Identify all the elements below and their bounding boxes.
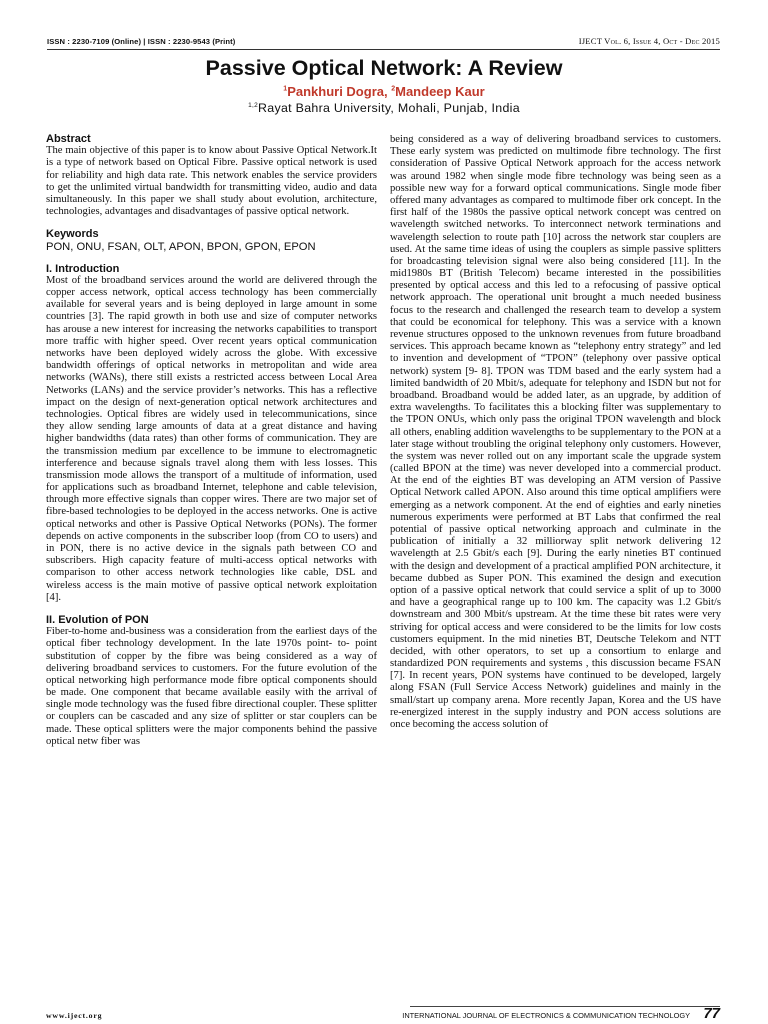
affiliation-superscript: 1,2: [248, 101, 259, 109]
author1-superscript: 1: [283, 85, 288, 93]
paper-title: Passive Optical Network: A Review: [205, 56, 563, 80]
abstract-heading: Abstract: [46, 133, 91, 145]
spacer: [46, 253, 377, 263]
keywords-heading: Keywords: [46, 228, 99, 241]
page-number: 77: [703, 1005, 720, 1022]
evolution-text-left: Fiber-to-home and-business was a consideration from the earliest days of the optical fiber technology development. In the late 1970s point- to- point substitution of copper by the fibre was being considered as a way of delivering broadband services to customers. For the future evolution of the optical networking high performance mode fibre optical components should be made. One component that became available easily with the arrival of single mode technology was the fused fibre directional coupler. These splitter or couplers can be cascaded and any size of splitter or star couplers can be made. These optical splitters were the major components behind the passive optical netw fiber was: [46, 626, 377, 747]
introduction-text: Most of the broadband services around the world are delivered through the copper access network, optical access technology has been commercially available for several years and is being deployed in large amount in some countries [3]. The rapid growth in both use and size of computer networks has arouse a new interest for increasing the networks capabilities to transport more traffic with higher speed. Over recent years optical communication networks have been deployed widely across the globe. With excessive bandwidth offerings of optical networks in metropolitan and wide area networks (WANs), there still exists a restricted access between Local Area Networks (LANs) and the service provider’s networks. This has a reflective impact on the design of next-generation optical network architectures and technologies. Optical fibres are widely used in telecommunications, since they allow sending large amounts of data at a great distance and having higher bandwidths (data rates) than other forms of communication. They are the transmission medium par excellence to be immune to electromagnetic interference and because signals travel along them with less losses. This transmission mode allows the transport of a multitude of information, used for applications such as broadband Internet, telephone and cable television, through more effective signals than copper wires. There are two major set of fibre-based technologies to be deployed in the access networks. One is active optical networks and other is Passive Optical Networks (PONs). The former depends on active components in the subscriber loop (from CO to users) and in PON, there is no active device in the signals path between CO and subscribers. High capacity feature of multi-access optical networks with comparison to other access network technologies like cable, DSL and wireless access is the main motive of passive optical network exploitation [4].: [46, 274, 377, 603]
introduction-heading: I. Introduction: [46, 262, 120, 275]
paper-affiliation: [0, 101, 768, 115]
author2-name: Mandeep Kaur: [395, 84, 485, 99]
abstract-text: The main objective of this paper is to know about Passive Optical Network.It is a type of network based on Optical Fibre. Passive optical network is used for reliability and high data rate. This network enables the service providers to get the unlimited virtual bandwidth for transmitting video, audio and data simultaneously. In this paper we shall study about evolution, architecture, technologies, advantages and disadvantages of passive optical network.: [46, 145, 377, 218]
footer-divider: [410, 1006, 720, 1007]
footer-journal-name: INTERNATIONAL JOURNAL OF ELECTRONICS & COMMUNICATION TECHNOLOGY: [402, 1011, 690, 1020]
paper-authors: [0, 84, 768, 99]
journal-volume: IJECT Vol. 6, Issue 4, Oct - Dec 2015: [578, 36, 720, 46]
spacer: [46, 218, 377, 228]
evolution-text-right: being considered as a way of delivering broadband services to customers. These early system was predicted on multimode fibre technology. The first consideration of Passive Optical Network approach for the access network was around 1982 when single mode fibre technology was being seen as a possible new way for a forward optical communications. Single mode fiber offered many advantages as compared to multimode fiber ork concept. In the first half of the 1980s the passive optical network concept was centred on wavelength switched networks. To interconnect network terminations and wavelength selection to route path [10] across the network star couplers are used. At the same time ideas of using the couplers as simple passive splitters for broadcasting television signal were also being considered [11]. In the mid1980s BT (British Telecom) became interested in the possibilities presented by optical access and this led to a refocusing of passive optical network approach. The operational unit brought a much needed business focus to the research and challenged the research team to develop a system that could be economical for telephony. This was a service with a known revenue structures opposed to the unknown revenues from future broadband services. This approach became known as “telephony entry strategy” and led to invention and development of “TPON” (telephony over passive optical network) system [9- 8]. TPON was TDM based and the early system had a limited bandwidth of 20 Mbit/s, adequate for telephony and ISDN but not for broadband. Broadband would be added later, as an upgrade, by addition of extra wavelengths. To facilitates this a blocking filter was supplementary to the TPON ONUs, which only pass the original TPON wavelength and block all others, enabling addition wavelengths to be supplementary to the PON at a later stage without troubling the original telephony only customers. However, the system was never rolled out on any important scale the upgrade system (called BPON at the time) was never developed into a commercial product. At the end of the eighties BT was developing an ATM version of Passive Optical Network called APON. Also around this time optical amplifiers were emerging as a network component. At the end of eighties and early nineties numerous experiments were performed at BT Labs that confirmed the real potential of passive optical networking approach and culminate in the publication of initially a 32 milliorway split network delivering 12 wavelength at 2.5 Gbit/s each [9]. During the early nineties BT continued with the design and development of a practical amplified PON architecture, it became dubbed as Super PON. This examined the design and execution option of a passive optical network that could service a split of up to 3000 and have a geographical range up to 100 km. The capacity was 1.2 Gbit/s downstream and 300 Mbit/s upstream. At the time these bit rates were very striving for optical access and were considered to be the limits for low costs customers equipment. In the mid nineties BT, Deutsche Telekom and NTT decided, with other operators, to set up a consortium to enlarge and standardized PON requirements and systems , this discussion became FSAN [7]. In recent years, PON systems have continued to be developed, largely along FSAN (Full Service Access Network) guidelines and mainly in the small/start up company arena. More recently Japan, Korea and the US have re-energized interest in the supply industry and PON access solutions are once becoming the access solution of: [390, 134, 721, 730]
right-column: [390, 134, 721, 731]
evolution-heading: II. Evolution of PON: [46, 613, 149, 626]
left-column: [46, 133, 377, 748]
issn-line: ISSN : 2230-7109 (Online) | ISSN : 2230-9543 (Print): [47, 37, 236, 46]
author2-superscript: 2: [391, 85, 396, 93]
header-divider: [47, 49, 720, 50]
author1-name: Pankhuri Dogra,: [287, 84, 392, 99]
footer-website: www.iject.org: [46, 1011, 103, 1020]
keywords-text: PON, ONU, FSAN, OLT, APON, BPON, GPON, EPON: [46, 240, 316, 253]
affiliation-text: Rayat Bahra University, Mohali, Punjab, India: [258, 101, 520, 115]
spacer: [46, 604, 377, 614]
